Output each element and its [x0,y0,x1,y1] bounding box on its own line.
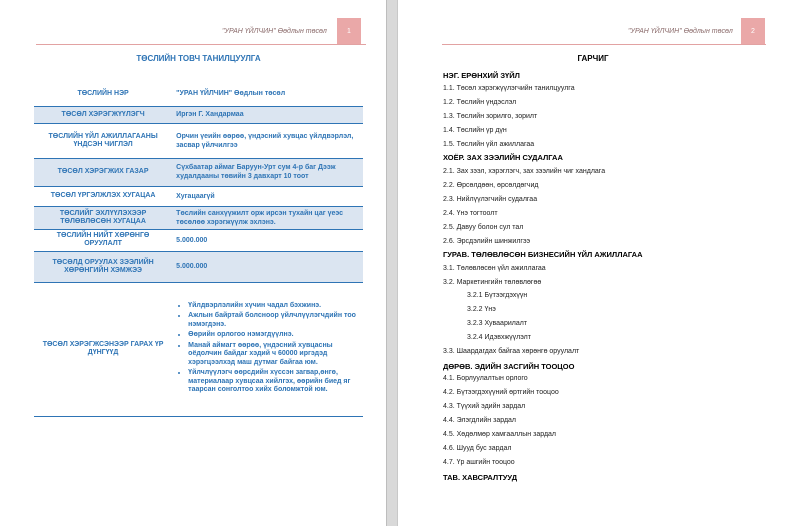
row-value: Төслийн санхүүжилт орж ирсэн тухайн цаг үеэс төсөлөө хэрэгжүүлж эхлэнэ. [172,206,363,229]
toc-entry[interactable]: 3.2.1 Бүтээгдэхүүн [467,292,528,299]
row-label: ТӨСӨЛ ҮРГЭЛЖЛЭХ ХУГАЦАА [34,186,172,206]
toc-entry[interactable]: 2.6. Эрсдэлийн шинжилгээ [443,238,531,245]
toc-entry[interactable]: 2.4. Үнэ тогтоолт [443,210,498,217]
row-value: Сүхбаатар аймаг Баруун-Урт сум 4-р баг Дээж худалдааны төвийн 3 давхарт 10 тоот [172,158,363,186]
project-summary-title: ТӨСЛИЙН ТОВЧ ТАНИЛЦУУЛГА [136,54,261,63]
toc-entry[interactable]: 2.3. Нийлүүлэгчийн судалгаа [443,196,538,203]
toc-entry[interactable]: 3.2.2 Үнэ [467,306,496,313]
page-number-badge: 1 [337,18,361,44]
toc-entry[interactable]: 1.1. Төсөл хэрэгжүүлэгчийн танилцуулга [443,85,575,92]
row-label: ТӨСЛИЙГ ЭХЛҮҮЛЭХЭЭР ТӨЛӨВЛӨСӨН ХУГАЦАА [34,206,172,229]
row-value: Хугацаагүй [172,186,363,206]
toc-heading[interactable]: ГУРАВ. ТӨЛӨВЛӨСӨН БИЗНЕСИЙН ҮЙЛ АЖИЛЛАГАА [443,250,643,259]
toc-entry[interactable]: 4.1. Борлуулалтын орлого [443,375,528,382]
toc-entry[interactable]: 4.5. Хөдөлмөр хамгааллын зардал [443,431,557,438]
toc-title: ГАРЧИГ [577,54,609,63]
toc-entry[interactable]: 2.5. Давуу болон сул тал [443,224,524,231]
row-label: ТӨСӨЛ ХЭРЭГЖИХ ГАЗАР [34,158,172,186]
toc-entry[interactable]: 1.2. Төслийн үндэслэл [443,99,517,106]
list-item: • Ажлын байртай болсноор үйлчлүүлэгчдийн тоо нэмэгдэнэ. [188,312,359,329]
toc-entry[interactable]: 2.2. Өрсөлдөөн, өрсөлдөгчид [443,182,539,189]
table-row [34,82,363,106]
table-row [34,206,363,229]
document-page-1 [0,0,386,526]
toc-entry[interactable]: 3.2.4 Идэвхжүүлэлт [467,334,531,341]
toc-entry[interactable]: 3.2. Маркетингийн төлөвлөгөө [443,279,542,286]
row-label: ТӨСӨЛД ОРУУЛАХ ЗЭЭЛИЙН ХӨРӨНГИЙН ХЭМЖЭЭ [34,251,172,282]
list-item: • Үйлчлүүлэгч өөрсдийн хүссэн загвар,өнгө, материалаар хувцсаа хийлгэх, өөрийн биед яг таарсан сонголтоо хийх боломжтой юм. [188,369,359,395]
toc-entry[interactable]: 3.1. Төлөвлөсөн үйл ажиллагаа [443,265,546,272]
header-rule [36,44,366,45]
row-label: ТӨСӨЛ ХЭРЭГЖСЭНЭЭР ГАРАХ ҮР ДҮНГҮҮД [34,282,172,416]
results-list [176,302,359,395]
toc-entry[interactable]: 2.1. Зах зээл, хэрэглэгч, зах зээлийн чиг хандлага [443,168,606,175]
page-header-text: "УРАН ҮЙЛЧИН" Өөдлын төсөл [222,28,327,35]
row-label: ТӨСЛИЙН ҮЙЛ АЖИЛЛАГААНЫ ҮНДСЭН ЧИГЛЭЛ [34,123,172,158]
page-header-text: "УРАН ҮЙЛЧИН" Өөдлын төсөл [628,28,733,35]
row-label: ТӨСЛИЙН НИЙТ ХӨРӨНГӨ ОРУУЛАЛТ [34,229,172,251]
toc-entry[interactable]: 4.3. Түүхий эдийн зардал [443,403,526,410]
toc-heading[interactable]: НЭГ. ЕРӨНХИЙ ЗҮЙЛ [443,71,520,80]
table-row [34,251,363,282]
table-row [34,106,363,123]
row-value [172,282,363,416]
list-item: • Үйлдвэрлэлийн хүчин чадал бэхжинэ. [188,302,359,311]
project-summary-table [34,82,363,417]
toc-heading[interactable]: ТАВ. ХАВСРАЛТУУД [443,473,518,482]
row-label: ТӨСӨЛ ХЭРЭГЖҮҮЛЭГЧ [34,106,172,123]
table-row [34,158,363,186]
list-item: • Өөрийн орлогоо нэмэгдүүлнэ. [188,331,359,340]
toc-entry[interactable]: 4.6. Шууд бус зардал [443,445,512,452]
row-label: ТӨСЛИЙН НЭР [34,82,172,106]
row-value: 5.000.000 [172,251,363,282]
table-row [34,282,363,416]
row-value: "УРАН ҮЙЛЧИН" Өөдлын төсөл [172,82,363,106]
toc-entry[interactable]: 1.4. Төслийн үр дүн [443,127,507,134]
toc-entry[interactable]: 3.3. Шаардагдах байгаа хөрөнгө оруулалт [443,348,580,355]
page-separator [386,0,398,526]
toc-entry[interactable]: 3.2.3 Хуваарилалт [467,320,528,327]
table-row [34,123,363,158]
toc-entry[interactable]: 1.5. Төслийн үйл ажиллагаа [443,141,535,148]
table-row [34,186,363,206]
header-rule [442,44,766,45]
page-number-badge: 2 [741,18,765,44]
list-item: • Манай аймагт өөрөө, үндэсний хувцасны оёдолчин байдаг хэдий ч 60000 иргэдэд хэрэгцээлхэд маш дутмаг байгаа юм. [188,342,359,368]
document-page-2 [398,0,788,526]
row-value: Иргэн Г. Хандармаа [172,106,363,123]
row-value: Орчин үеийн өөрөө, үндэсний хувцас үйлдвэрлэл, засвар үйлчилгээ [172,123,363,158]
toc-heading[interactable]: ХОЁР. ЗАХ ЗЭЭЛИЙН СУДАЛГАА [443,153,563,162]
toc-entry[interactable]: 4.4. Элэгдлийн зардал [443,417,517,424]
toc-heading[interactable]: ДӨРӨВ. ЭДИЙН ЗАСГИЙН ТООЦОО [443,362,575,371]
row-value: 5.000.000 [172,229,363,251]
table-row [34,229,363,251]
toc-entry[interactable]: 4.7. Үр ашгийн тооцоо [443,459,515,466]
toc-entry[interactable]: 4.2. Бүтээгдэхүүний өртгийн тооцоо [443,389,559,396]
toc-entry[interactable]: 1.3. Төслийн зорилго, зорилт [443,113,538,120]
